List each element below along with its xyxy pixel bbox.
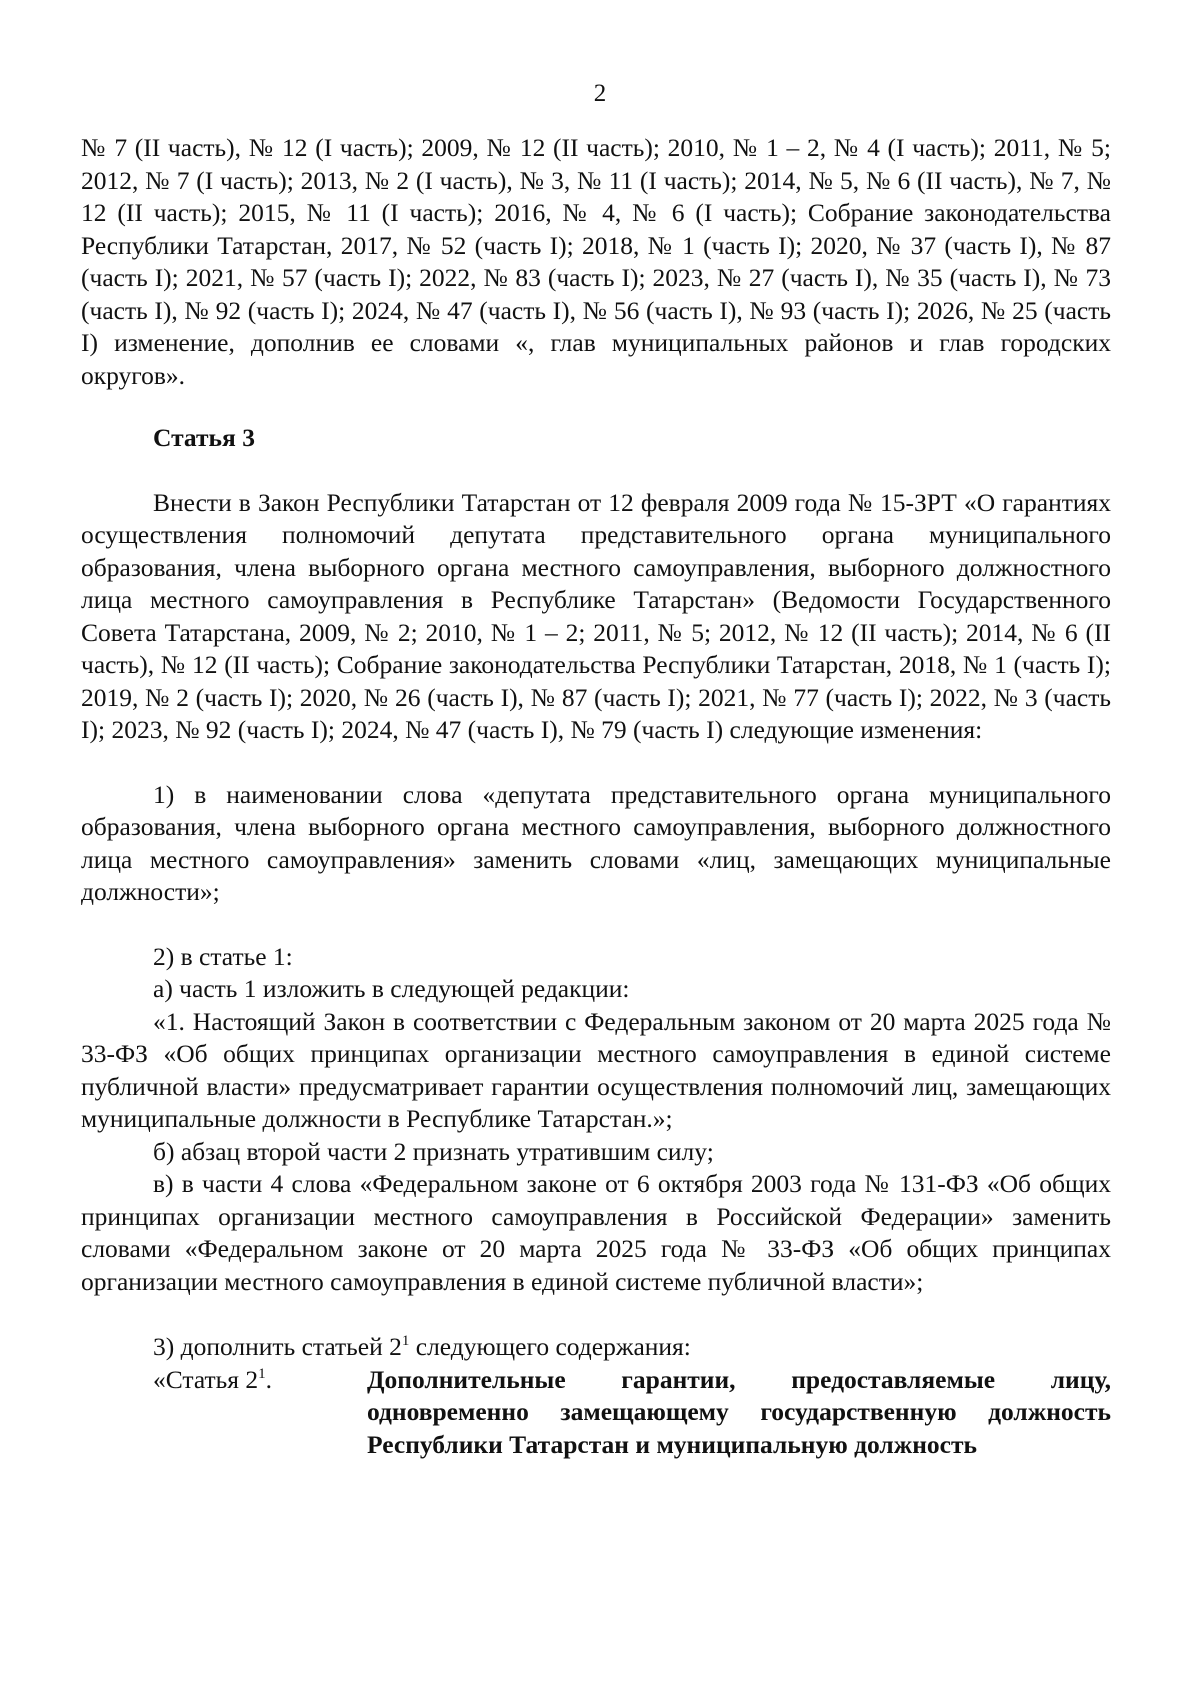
amendment-item-3 (81, 1331, 1111, 1364)
amendment-item-2a: а) часть 1 изложить в следующей редакции: (153, 974, 630, 1003)
amendment-item-3-end: следующего содержания: (409, 1332, 691, 1361)
amendment-item-2b: б) абзац второй части 2 признать утратившим силу; (153, 1136, 714, 1166)
article-2-1-title-block (81, 1364, 1111, 1462)
article-2-1-lead-end: . (265, 1364, 273, 1394)
page-number: 2 (593, 80, 607, 107)
amendment-item-3-text: 3) дополнить статьей 2 (153, 1332, 402, 1361)
amendment-item-2a-text: «1. Настоящий Закон в соответствии с Федеральным законом от 20 марта 2025 года № 33-ФЗ «Об общих принципах организации местного самоуправления в единой системе публичной власти» предусматривает гарантии осуществления полномочий лиц, замещающих муниципальные должности в Республике Татарстан.»; (81, 1006, 1111, 1133)
document-body (81, 132, 1111, 1461)
superscript-index: 1 (258, 1365, 266, 1382)
amendment-continuation-paragraph: № 7 (II часть), № 12 (I часть); 2009, № 12 (II часть); 2010, № 1 – 2, № 4 (I часть); 2011, № 5; 2012, № 7 (I часть); 2013, № 2 (I часть), № 3, № 11 (I часть); 2014, № 5, № 6 (II часть), № 7, № 12 (II часть); 2015, № 11 (I часть); 2016, № 4, № 6 (I часть); Собрание законодательства Республики Татарстан, 2017, № 52 (часть I); 2018, № 1 (часть I); 2020, № 37 (часть I), № 87 (часть I); 2021, № 57 (часть I); 2022, № 83 (часть I); 2023, № 27 (часть I), № 35 (часть I), № 73 (часть I), № 92 (часть I); 2024, № 47 (часть I), № 56 (часть I), № 93 (часть I); 2026, № 25 (часть I) изменение, дополнив ее словами «, глав муниципальных районов и глав городских округов». (81, 133, 1111, 390)
amendment-item-1: 1) в наименовании слова «депутата представительного органа муниципального образования, члена выборного органа местного самоуправления, выборного должностного лица местного самоуправления» заменить словами «лиц, замещающих муниципальные должности»; (81, 779, 1111, 906)
article-2-1-lead (153, 1364, 367, 1462)
amendment-item-2: 2) в статье 1: (153, 941, 293, 971)
article-2-1-lead-text: «Статья 2 (153, 1364, 259, 1394)
article-2-1-title: Дополнительные гарантии, предоставляемые лицу, одновременно замещающему государственную должность Республики Татарстан и муниципальную должность (367, 1364, 1111, 1459)
amendment-item-2c: в) в части 4 слова «Федеральном законе от 6 октября 2003 года № 131-ФЗ «Об общих принципах организации местного самоуправления в Российской Федерации» заменить словами «Федеральном законе от 20 марта 2025 года № 33-ФЗ «Об общих принципах организации местного самоуправления в единой системе публичной власти»; (81, 1169, 1111, 1296)
article-3-intro-paragraph: Внести в Закон Республики Татарстан от 12 февраля 2009 года № 15-ЗРТ «О гарантиях осуществления полномочий депутата представительного органа муниципального образования, члена выборного органа местного самоуправления, выборного должностного лица местного самоуправления в Республике Татарстан» (Ведомости Государственного Совета Татарстана, 2009, № 2; 2010, № 1 – 2; 2011, № 5; 2012, № 12 (II часть); 2014, № 6 (II часть), № 12 (II часть); Собрание законодательства Республики Татарстан, 2018, № 1 (часть I); 2019, № 2 (часть I); 2020, № 26 (часть I), № 87 (часть I); 2021, № 77 (часть I); 2022, № 3 (часть I); 2023, № 92 (часть I); 2024, № 47 (часть I), № 79 (часть I) следующие изменения: (81, 487, 1111, 744)
article-3-heading: Статья 3 (153, 423, 255, 452)
superscript-index: 1 (401, 1333, 410, 1349)
